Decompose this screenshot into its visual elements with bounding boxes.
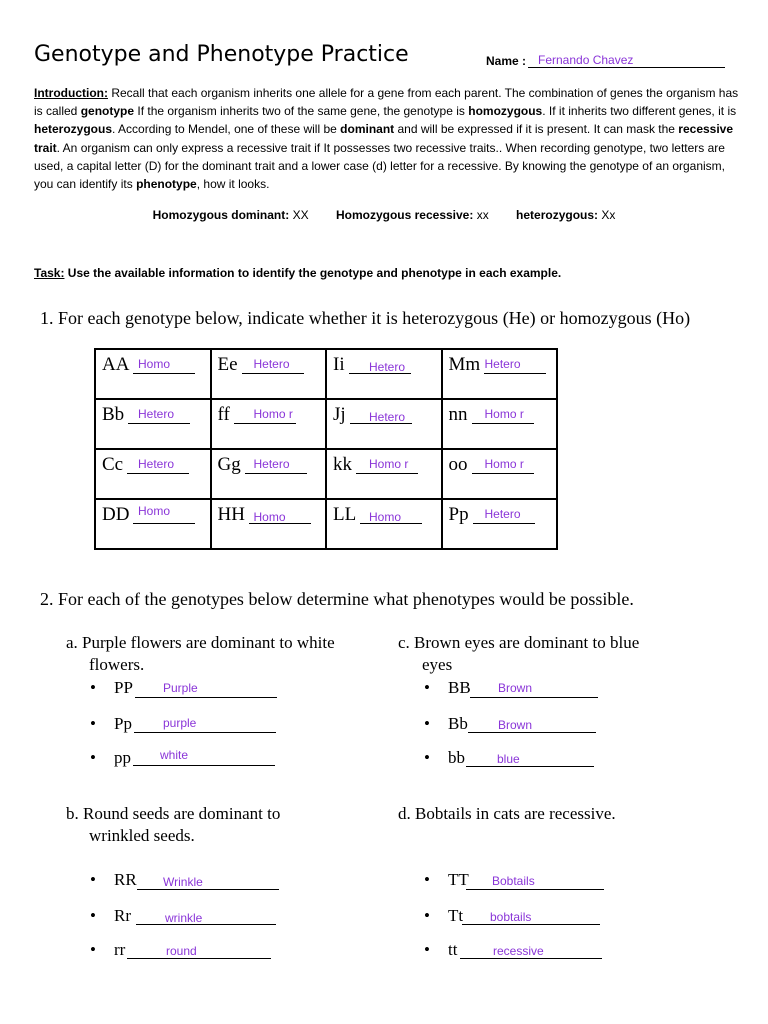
genotype-label: rr <box>114 940 126 959</box>
intro-text: and will be expressed if it is present. It can mask the <box>394 122 679 137</box>
bullet: • <box>424 870 430 889</box>
genotype-label: Cc <box>102 454 124 475</box>
name-field-line <box>528 67 725 68</box>
genotype-label: RR <box>114 870 137 889</box>
bullet: • <box>424 906 430 925</box>
answer-field[interactable]: Hetero <box>369 410 406 424</box>
part-a-item <box>90 748 290 770</box>
def-heterozygous <box>516 208 615 222</box>
genotype-label: nn <box>448 404 468 425</box>
answer-field[interactable]: Hetero <box>484 357 521 371</box>
answer-field[interactable]: Homo <box>253 510 286 524</box>
part-c-line-2: eyes <box>422 655 453 674</box>
genotype-label: DD <box>102 504 130 525</box>
bullet: • <box>424 940 430 959</box>
answer-field[interactable]: Hetero <box>369 360 406 374</box>
def-label: Homozygous recessive: <box>335 208 474 222</box>
part-d-line-1: d. Bobtails in cats are recessive. <box>398 804 616 823</box>
bullet: • <box>424 748 430 767</box>
part-c-line-1: c. Brown eyes are dominant to blue <box>398 633 640 652</box>
intro-bold-term: heterozygous <box>34 122 113 137</box>
question-2: 2. For each of the genotypes below determine what phenotypes would be possible. <box>40 589 634 609</box>
answer-field[interactable]: round <box>166 944 197 958</box>
genotype-cell <box>211 449 327 499</box>
intro-text: , how it looks. <box>196 177 270 192</box>
answer-field[interactable]: Wrinkle <box>163 875 203 889</box>
genotype-label: Mm <box>448 354 481 375</box>
genotype-label: PP <box>114 678 133 697</box>
bullet: • <box>90 940 96 959</box>
intro-bold-term: dominant <box>340 122 395 137</box>
genotype-label: tt <box>448 940 458 959</box>
answer-field[interactable]: Bobtails <box>492 874 535 888</box>
task-heading: Task: <box>34 266 65 280</box>
genotype-cell <box>95 349 211 399</box>
table-row <box>95 499 557 549</box>
answer-field[interactable]: Homo <box>138 357 171 371</box>
task-text: Use the available information to identify the genotype and phenotype in each example. <box>64 266 562 280</box>
intro-text: . If it inherits two different genes, it is <box>542 104 737 119</box>
page-title: Genotype and Phenotype Practice <box>34 42 409 67</box>
def-value: XX <box>292 208 309 222</box>
genotype-cell <box>326 499 442 549</box>
genotype-label: Ii <box>333 354 345 375</box>
genotype-cell <box>442 349 558 399</box>
bullet: • <box>90 870 96 889</box>
answer-field[interactable]: Hetero <box>138 407 175 421</box>
part-a-line-2: flowers. <box>89 655 145 674</box>
def-homozygous-recessive <box>336 208 489 222</box>
genotype-cell <box>442 399 558 449</box>
genotype-label: bb <box>448 748 465 767</box>
answer-field[interactable]: Homo r <box>484 407 524 421</box>
def-label: Homozygous dominant: <box>152 208 290 222</box>
question-1: 1. For each genotype below, indicate whether it is heterozygous (He) or homozygous (Ho) <box>40 308 691 328</box>
intro-bold-term: homozygous <box>468 104 543 119</box>
genotype-label: kk <box>333 454 352 475</box>
definitions-line <box>0 208 768 222</box>
answer-field[interactable]: Hetero <box>138 457 175 471</box>
genotype-cell <box>442 449 558 499</box>
part-b-line-1: b. Round seeds are dominant to <box>66 804 281 823</box>
genotype-label: Bb <box>102 404 125 425</box>
answer-field[interactable]: Brown <box>498 718 533 732</box>
genotype-cell <box>326 349 442 399</box>
task-instructions <box>34 266 561 280</box>
answer-field[interactable]: Homo r <box>484 457 524 471</box>
bullet: • <box>90 714 96 733</box>
genotype-label: LL <box>333 504 357 525</box>
part-d-prompt <box>398 803 616 825</box>
genotype-label: Pp <box>448 504 469 525</box>
genotype-cell <box>211 349 327 399</box>
intro-text: . According to Mendel, one of these will be <box>112 122 341 137</box>
bullet: • <box>90 678 96 697</box>
def-label: heterozygous: <box>516 208 599 222</box>
genotype-cell <box>211 499 327 549</box>
answer-field[interactable]: Brown <box>498 681 533 695</box>
answer-field[interactable]: white <box>160 748 189 762</box>
genotype-label: Ee <box>217 354 238 375</box>
table-row <box>95 349 557 399</box>
genotype-cell <box>326 399 442 449</box>
genotype-label: Pp <box>114 714 132 733</box>
genotype-cell <box>211 399 327 449</box>
genotype-label: ff <box>217 404 230 425</box>
answer-field[interactable]: blue <box>497 752 520 766</box>
answer-field[interactable]: Homo <box>369 510 402 524</box>
table-row <box>95 449 557 499</box>
intro-bold-term: genotype <box>80 104 135 119</box>
genotype-cell <box>95 399 211 449</box>
intro-text: If the organism inherits two of the same gene, the genotype is <box>134 104 469 119</box>
name-label: Name : <box>486 54 527 68</box>
part-b-line-2: wrinkled seeds. <box>89 826 195 845</box>
def-value: Xx <box>601 208 616 222</box>
answer-field[interactable]: Homo r <box>369 457 409 471</box>
genotype-label: TT <box>448 870 469 889</box>
part-a-prompt <box>66 632 335 676</box>
answer-field[interactable]: Hetero <box>253 457 290 471</box>
genotype-cell <box>95 499 211 549</box>
genotype-cell <box>442 499 558 549</box>
table-row <box>95 399 557 449</box>
genotype-label: Tt <box>448 906 464 925</box>
bullet: • <box>424 678 430 697</box>
intro-heading: Introduction: <box>34 86 108 100</box>
part-c-prompt <box>398 632 639 676</box>
genotype-label: HH <box>217 504 245 525</box>
genotype-label: oo <box>448 454 468 475</box>
answer-field[interactable]: Hetero <box>484 507 521 521</box>
genotype-label: AA <box>102 354 130 375</box>
part-b-prompt <box>66 803 280 847</box>
intro-bold-term: recessive trait <box>34 122 734 155</box>
genotype-label: Bb <box>448 714 468 733</box>
bullet: • <box>90 748 96 767</box>
answer-field[interactable]: Homo r <box>253 407 293 421</box>
def-value: xx <box>476 208 489 222</box>
genotype-label: pp <box>114 748 131 767</box>
answer-field[interactable]: bobtails <box>490 910 532 924</box>
part-a-line-1: a. Purple flowers are dominant to white <box>66 633 335 652</box>
intro-text: Recall that each organism inherits one allele for a gene from each parent. The combination of genes the organism has is called <box>34 86 739 119</box>
introduction-paragraph <box>34 84 746 193</box>
bullet: • <box>424 714 430 733</box>
genotype-label: Gg <box>217 454 241 475</box>
answer-field[interactable]: Hetero <box>253 357 290 371</box>
name-field[interactable]: Fernando Chavez <box>538 53 634 67</box>
answer-field[interactable]: Purple <box>163 681 198 695</box>
intro-text: . An organism can only express a recessive trait if It possesses two recessive traits.. When recording genotype, two letters are used, a capital letter (D) for the dominant trait and a lower case (d) letter for a recessive. By knowing the genotype of an organism, you can identify its <box>34 140 726 192</box>
genotype-label: Rr <box>114 906 131 925</box>
intro-bold-term: phenotype <box>136 177 197 192</box>
answer-field[interactable]: wrinkle <box>165 911 203 925</box>
answer-field[interactable]: Homo <box>138 504 171 518</box>
def-homozygous-dominant <box>153 208 309 222</box>
bullet: • <box>90 906 96 925</box>
genotype-label: Jj <box>333 404 346 425</box>
answer-field[interactable]: recessive <box>493 944 544 958</box>
answer-field[interactable]: purple <box>163 716 197 730</box>
genotype-table <box>94 348 558 550</box>
genotype-cell <box>95 449 211 499</box>
genotype-label: BB <box>448 678 471 697</box>
genotype-cell <box>326 449 442 499</box>
